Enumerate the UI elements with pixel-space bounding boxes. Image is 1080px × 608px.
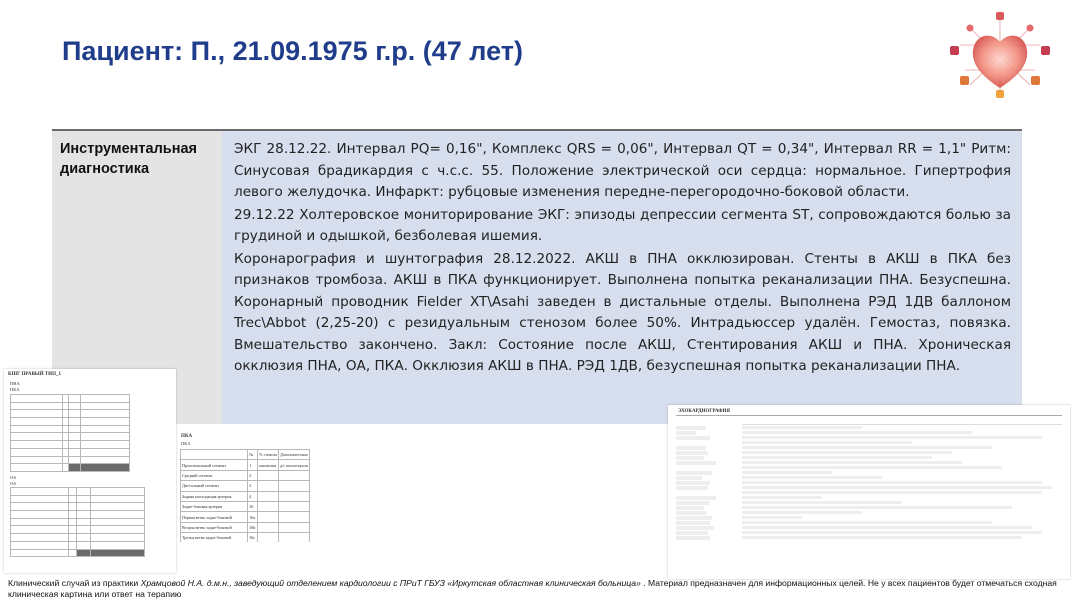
section-content-cell [222,131,1022,424]
table-cell: д/с коллатерали [279,460,310,470]
slide-title: Пациент: П., 21.09.1975 г.р. (47 лет) [62,36,523,66]
thumb-left-sub1: ПНА [10,381,20,386]
table-cell: Проксимальный сегмент [181,460,248,470]
table-cell: окклюзия [258,460,279,470]
coronary-scheme-thumbnail [4,369,176,573]
footer-text-italic: Храмцовой Н.А. д.м.н., заведующий отделением кардиологии с ПРиТ ГБУЗ «Иркутская областная клиническая больница» [140,578,641,588]
table-cell: Третья ветвь задне-боковой [181,533,248,542]
table-cell: 16 [248,501,258,511]
thumb-left-header: КШГ ПРАВЫЙ ТИП_1 [8,372,61,377]
diagnostics-panel [52,129,1022,424]
table-cell: 3 [248,481,258,491]
pka-table-thumbnail [178,432,312,542]
thumb-left-sub2: ОА [10,475,17,480]
table-cell: Дистальный сегмент [181,481,248,491]
ecg-paragraph: ЭКГ 28.12.22. Интервал PQ= 0,16", Комплекс QRS = 0,06", Интервал QT = 0,34", Интервал RR = 1,1" Ритм: Синусовая брадикардия с ч.с.с. 55. Положение электрической оси сердца: нормальное. Гипертрофия левого желудочка. Инфаркт: рубцовые изменения передне-перегородочно-боковой области. [234,141,1011,200]
table-cell: Первая ветвь задне-боковой [181,512,248,522]
coronarography-paragraph: Коронарография и шунтография 28.12.2022. АКШ в ПНА окклюзирован. Стенты в АКШ в ПКА без признаков тромбоза. АКШ в ПКА функционирует. Выполнена попытка реканализации ПНА. Безуспешна. Коронарный проводник Fielder XT\Asahi заведен в дистальные отделы. Выполнена РЭД 1ДВ баллоном Trec\Abbot (2,25-20) с резидуальным стенозом более 50%. Интрадьюссер удалён. Гемостаз, повязка. Вмешательство закончено. Закл: Состояние после АКШ, Стентирования АКШ и ПНА. Хроническая окклюзия ПНА, ОА, ПКА. Окклюзия АКШ в ПНА. РЭД 1ДВ, безуспешная попытка реканализации ПНА. [234,250,1011,374]
table-row [181,450,310,460]
table-cell: № [248,450,258,460]
thumb-left-table-2 [10,487,145,557]
section-text [234,139,1011,378]
thumb-left-sub1b: ПКА [10,387,20,392]
table-row [181,481,310,491]
footer-text-after: . Материал предназначен для информационных целей. Не у всех пациентов будет отмечаться сходная клиническая картина или ответ на терапию [8,578,1057,599]
echo-header: ЭХОКАРДИОГРАФИЯ [676,408,1062,416]
footer-text-before: Клинический случай из практики [8,578,141,588]
table-cell: Задне-боковая артерия [181,501,248,511]
table-cell: Задняя нисходящая артерия [181,491,248,501]
thumb-left-sub2b: ОА [10,481,17,486]
table-cell: % стеноза [258,450,279,460]
section-label: Инструментальная диагностика [60,141,198,177]
table-cell: 16c [248,533,258,542]
table-cell: 2 [248,470,258,480]
heart-molecule-logo-icon [940,10,1060,100]
pka-table [180,449,310,542]
echocardiography-thumbnail [668,405,1070,579]
echo-body [676,420,1062,540]
thumb-left-table-1 [10,394,130,472]
table-cell: Вторая ветвь задне-боковой [181,522,248,532]
table-row [181,470,310,480]
table-cell: 4 [248,491,258,501]
table-row [181,512,310,522]
table-row [181,522,310,532]
table-cell: Средний сегмент [181,470,248,480]
table-row [181,491,310,501]
thumb-mid-header: ПКА [181,434,193,439]
table-cell: Дополнительно [279,450,310,460]
table-row [181,533,310,542]
holter-paragraph: 29.12.22 Холтеровское мониторирование ЭКГ: эпизоды депрессии сегмента ST, сопровождаются болью за грудиной и одышкой, безболевая ишемия. [234,206,1011,244]
table-row [181,501,310,511]
thumb-mid-sub: ПКА [181,441,191,446]
table-cell: 1 [248,460,258,470]
table-cell: 16b [248,522,258,532]
table-row [181,460,310,470]
footer-disclaimer [8,578,1074,599]
table-cell: 16a [248,512,258,522]
